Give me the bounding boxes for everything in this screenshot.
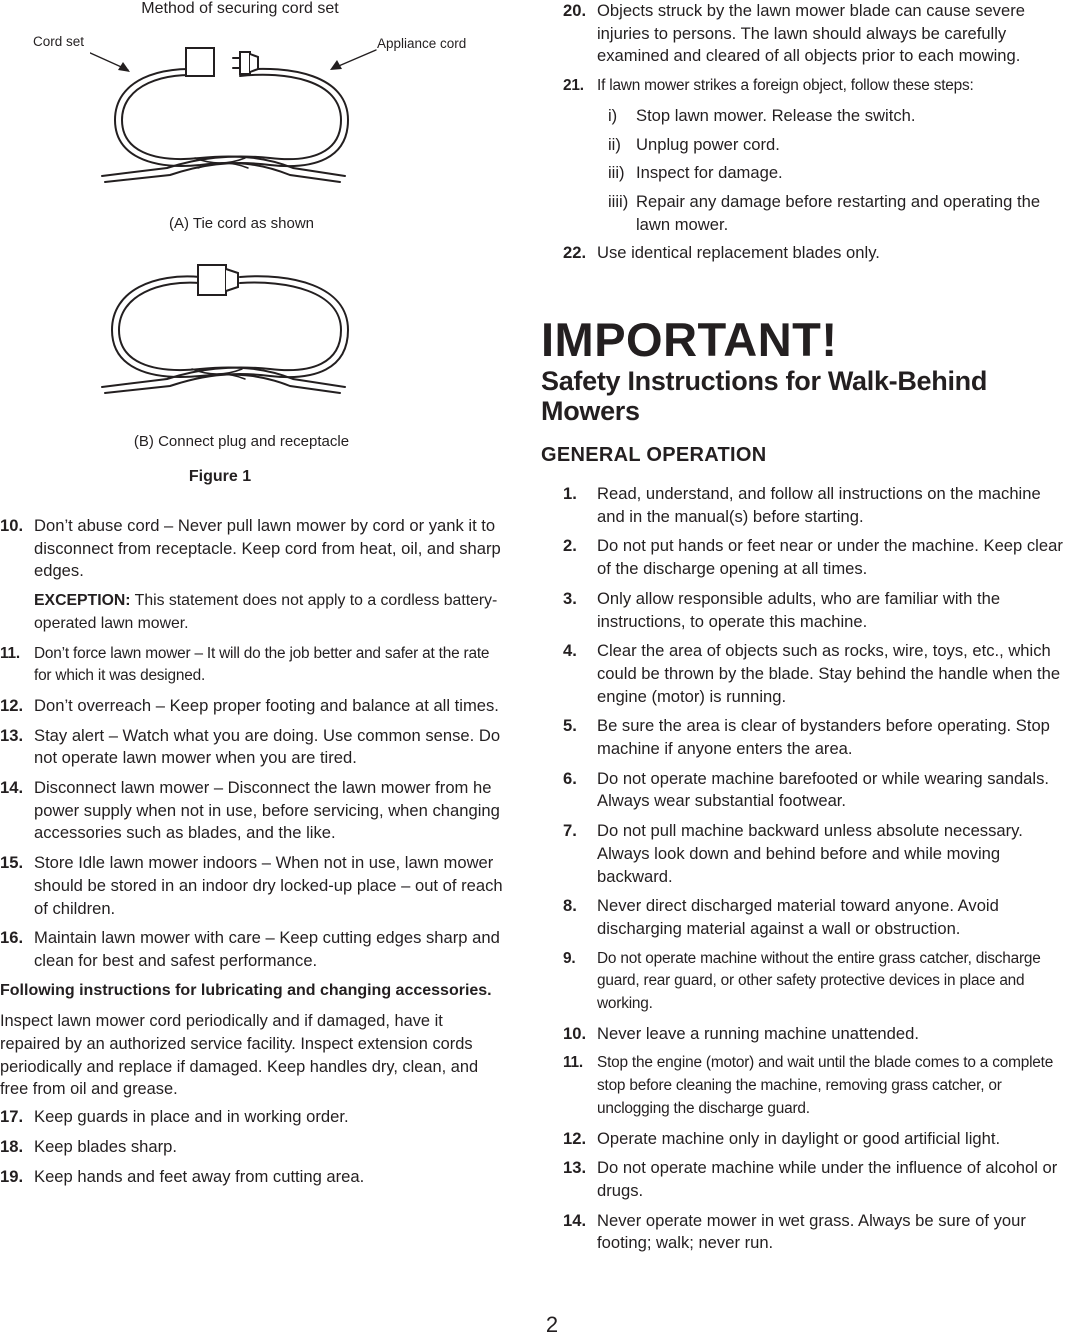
figure-title: Method of securing cord set [141, 0, 339, 17]
step-item: iii) Inspect for damage. [608, 163, 783, 183]
step-item: ii) Unplug power cord. [608, 134, 780, 154]
connected-cord-illustration [90, 255, 390, 405]
list-item: 19. Keep hands and feet away from cutting area. [0, 1166, 365, 1186]
lubricating-heading: Following instructions for lubricating and changing accessories. [0, 981, 492, 999]
label-appliance-cord: Appliance cord [377, 36, 467, 51]
list-item: 4. Clear the area of objects such as rocks, wire, toys, etc., which could be thrown by the blade. Stay behind the handle when the engine (motor) is running. [563, 641, 1061, 706]
list-item: 8. Never direct discharged material toward anyone. Avoid discharging material against a wall or obstruction. [563, 896, 999, 938]
figure-caption-b: (B) Connect plug and receptacle [133, 433, 350, 450]
left-instruction-list [0, 515, 505, 1195]
list-item: 21. If lawn mower strikes a foreign object, follow these steps: [563, 77, 974, 95]
right-instruction-list [563, 0, 1067, 272]
list-item: 6. Do not operate machine barefooted or while wearing sandals. Always wear substantial footwear. [563, 768, 1049, 811]
list-item: 5. Be sure the area is clear of bystanders before operating. Stop machine if anyone enters the area. [563, 716, 1050, 759]
list-item: 2. Do not put hands or feet near or under the machine. Keep clear of the discharge opening at all times. [563, 536, 1063, 579]
list-item: 20. Objects struck by the lawn mower blade can cause severe injuries to persons. The lawn should always be carefully examined and cleared of all objects prior to each mowing. [563, 1, 1025, 66]
list-item: 11. Don’t force lawn mower – It will do the job better and safer at the rate for which it was designed. [0, 644, 490, 685]
list-item: 12. Operate machine only in daylight or good artificial light. [563, 1128, 1001, 1148]
figure-caption-a: (A) Tie cord as shown [168, 215, 315, 232]
important-heading: IMPORTANT! [541, 313, 838, 366]
step-item: i) Stop lawn mower. Release the switch. [608, 105, 916, 125]
list-item: 10. Don’t abuse cord – Never pull lawn mower by cord or yank it to disconnect from receptacle. Keep cord from heat, oil, and sharp edges. [0, 516, 501, 581]
list-item: 14. Disconnect lawn mower – Disconnect the lawn mower from he power supply when not in use, before servicing, when changing accessories such as blades, and the like. [0, 778, 500, 843]
list-item: 13. Do not operate machine while under the influence of alcohol or drugs. [563, 1158, 1058, 1200]
general-operation-heading: GENERAL OPERATION [541, 444, 767, 466]
list-item: 14. Never operate mower in wet grass. Always be sure of your footing; walk; never run. [563, 1210, 1026, 1253]
page-number: 2 [545, 1312, 559, 1333]
exception-note: EXCEPTION: This statement does not apply to a cordless battery-operated lawn mower. [34, 592, 498, 632]
safety-title: Safety Instructions for Walk-Behind Mowers [541, 366, 988, 426]
inspect-paragraph: Inspect lawn mower cord periodically and if damaged, have it repaired by an authorized service facility. Inspect extension cords periodically and replace if damaged. Keep handles dry, clean, and free from oil and grease. [0, 1012, 479, 1099]
tied-cord-illustration [90, 40, 390, 190]
list-item: 10. Never leave a running machine unattended. [563, 1023, 919, 1043]
list-item: 9. Do not operate machine without the entire grass catcher, discharge guard, rear guard, or other safety protective devices in place and working. [563, 949, 1041, 1013]
list-item: 15. Store Idle lawn mower indoors – When not in use, lawn mower should be stored in an indoor dry locked-up place – out of reach of children. [0, 853, 503, 918]
list-item: 3. Only allow responsible adults, who are familiar with the instructions, to operate this machine. [563, 588, 1001, 631]
list-item: 18. Keep blades sharp. [0, 1136, 177, 1156]
label-cord-set: Cord set [33, 34, 85, 49]
list-item: 7. Do not pull machine backward unless absolute necessary. Always look down and behind before and while moving backward. [563, 821, 1023, 886]
figure-name: Figure 1 [188, 468, 252, 485]
list-item: 16. Maintain lawn mower with care – Keep cutting edges sharp and clean for best and safest performance. [0, 928, 500, 970]
list-item: 1. Read, understand, and follow all instructions on the machine and in the manual(s) before starting. [563, 484, 1041, 526]
list-item: 11. Stop the engine (motor) and wait until the blade comes to a complete stop before cleaning the machine, removing grass catcher, or unclogging the discharge guard. [563, 1054, 1054, 1117]
list-item: 22. Use identical replacement blades only. [563, 243, 880, 263]
list-item: 12. Don’t overreach – Keep proper footing and balance at all times. [0, 695, 499, 715]
step-item: iiii) Repair any damage before restarting and operating the lawn mower. [608, 191, 1041, 234]
general-operation-list [563, 483, 1067, 1262]
list-item: 17. Keep guards in place and in working order. [0, 1107, 349, 1127]
list-item: 13. Stay alert – Watch what you are doing. Use common sense. Do not operate lawn mower when you are tired. [0, 725, 501, 768]
